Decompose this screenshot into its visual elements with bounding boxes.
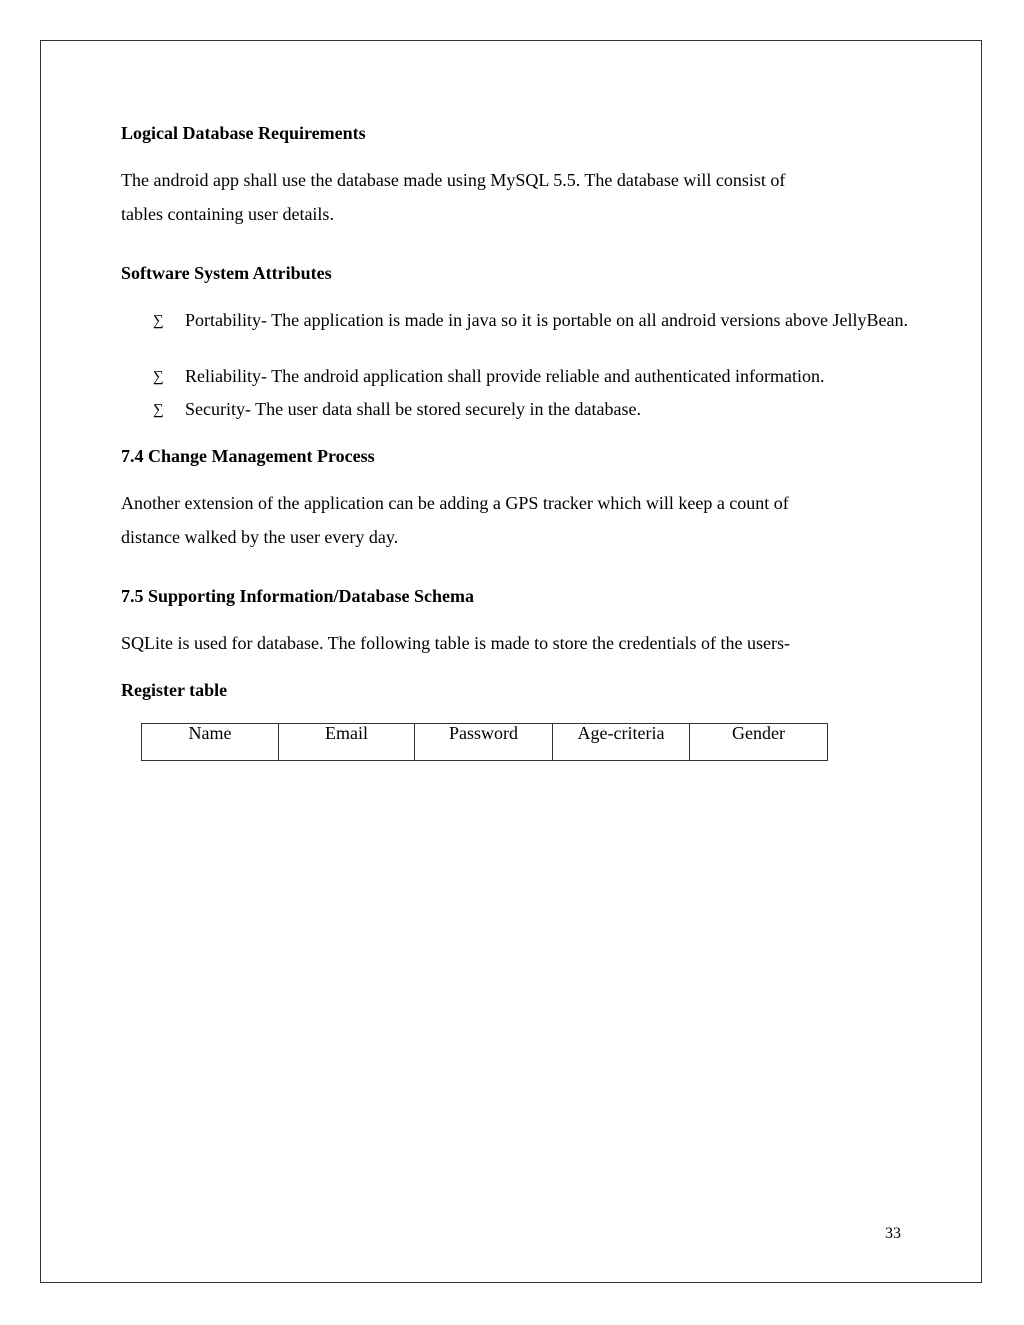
- table-cell-name: [142, 724, 279, 761]
- bullet-text-reliability: Reliability- The android application shall provide reliable and authenticated information.: [185, 366, 825, 386]
- paragraph-logical-db-line-1: The android app shall use the database made using MySQL 5.5. The database will consist of: [121, 170, 786, 190]
- column-header-password: Password: [448, 723, 518, 743]
- heading-supporting-information: 7.5 Supporting Information/Database Schema: [121, 586, 475, 606]
- sigma-bullet-icon: ∑: [153, 402, 164, 418]
- column-header-name: Name: [188, 723, 232, 743]
- heading-change-management-process: 7.4 Change Management Process: [121, 446, 375, 466]
- page-border: [40, 40, 982, 1283]
- page-number: 33: [885, 1225, 901, 1242]
- column-header-gender: Gender: [732, 723, 785, 743]
- sigma-bullet-icon: ∑: [153, 369, 164, 385]
- table-cell-email: [279, 724, 415, 761]
- column-header-age-criteria: Age-criteria: [577, 723, 665, 743]
- paragraph-change-management-line-2: distance walked by the user every day.: [121, 527, 399, 547]
- table-cell-gender: [690, 724, 828, 761]
- column-header-email: Email: [325, 723, 368, 743]
- paragraph-logical-db-line-2: tables containing user details.: [121, 204, 334, 224]
- table-header-row: [142, 724, 828, 761]
- table-cell-age-criteria: [553, 724, 690, 761]
- heading-software-system-attributes: Software System Attributes: [121, 263, 332, 283]
- bullet-text-portability: Portability- The application is made in java so it is portable on all android versions above JellyBean.: [185, 310, 909, 330]
- paragraph-supporting-info: SQLite is used for database. The following table is made to store the credentials of the users-: [121, 633, 790, 653]
- bullet-text-security: Security- The user data shall be stored securely in the database.: [185, 399, 642, 419]
- register-table: [141, 723, 828, 761]
- heading-logical-database-requirements: Logical Database Requirements: [121, 123, 366, 143]
- paragraph-change-management-line-1: Another extension of the application can be adding a GPS tracker which will keep a count of: [121, 493, 789, 513]
- table-cell-password: [415, 724, 553, 761]
- sigma-bullet-icon: ∑: [153, 313, 164, 329]
- heading-register-table: Register table: [121, 680, 228, 700]
